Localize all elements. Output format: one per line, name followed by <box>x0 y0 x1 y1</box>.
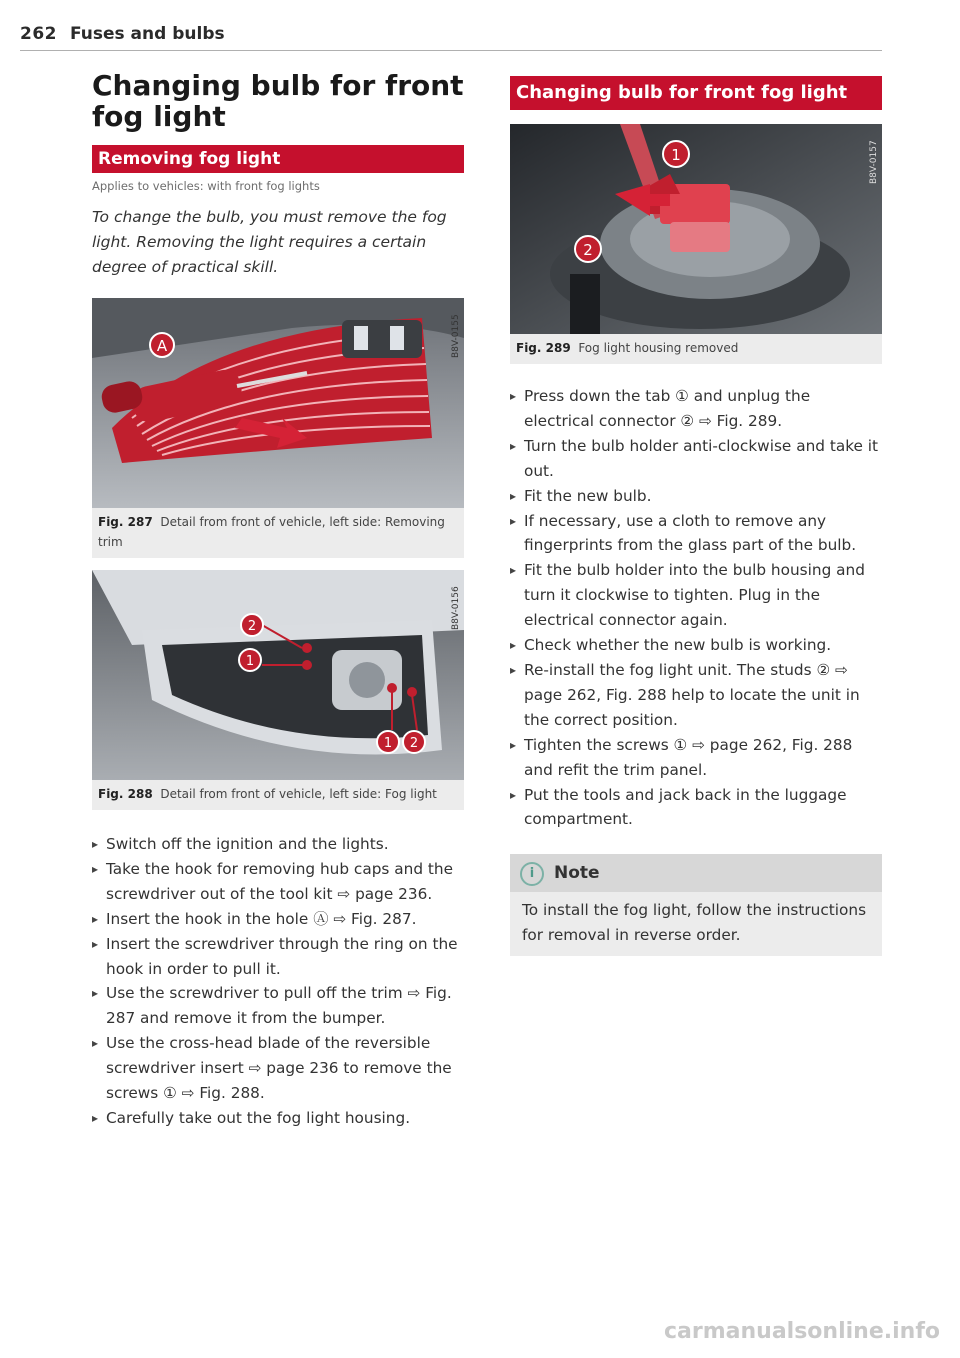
page-header <box>20 24 882 51</box>
figure-288 <box>92 570 464 810</box>
note-header <box>510 854 882 892</box>
list-item: ▸ Turn the bulb holder anti-clockwise and take it out. <box>510 434 882 484</box>
callout-2-label: 2 <box>583 241 593 259</box>
fig-287-caption <box>92 508 464 558</box>
info-icon: i <box>520 862 544 886</box>
list-item: ▸ If necessary, use a cloth to remove any fingerprints from the glass part of the bulb. <box>510 509 882 559</box>
callout-2-bottom: 2 <box>409 736 419 751</box>
fig-287-label: Fig. 287 <box>98 515 153 529</box>
left-column <box>92 70 464 1131</box>
fig-287-illustration <box>92 298 464 508</box>
fig-288-illustration <box>92 570 464 780</box>
changing-bulb-heading: Changing bulb for front fog light <box>510 76 882 110</box>
applies-to-text: Applies to vehicles: with front fog lights <box>92 179 320 193</box>
fig-289-label: Fig. 289 <box>516 341 571 355</box>
list-item: ▸ Insert the screwdriver through the ring on the hook in order to pull it. <box>92 932 464 982</box>
removal-steps <box>92 832 464 1131</box>
note-title: Note <box>554 863 600 884</box>
fig-287-code: B8V-0155 <box>451 314 461 358</box>
fig-289-caption-text: Fog light housing removed <box>578 341 739 355</box>
fig-288-caption-text: Detail from front of vehicle, left side: Fog light <box>160 787 437 801</box>
callout-2-top: 2 <box>247 619 257 634</box>
figure-289 <box>510 124 882 364</box>
list-item: ▸ Re-install the fog light unit. The studs ② ⇨ page 262, Fig. 288 help to locate the unit in the correct position. <box>510 658 882 733</box>
callout-1-top: 1 <box>245 654 255 669</box>
list-item: ▸ Check whether the new bulb is working. <box>510 633 882 658</box>
page-title <box>92 70 464 132</box>
title-line-1: Changing bulb for front <box>92 69 464 102</box>
list-item: ▸ Fit the bulb holder into the bulb housing and turn it clockwise to tighten. Plug in the electrical connector again. <box>510 558 882 633</box>
list-item: ▸ Put the tools and jack back in the luggage compartment. <box>510 783 882 833</box>
right-column <box>510 70 882 956</box>
fig-288-label: Fig. 288 <box>98 787 153 801</box>
list-item: ▸ Take the hook for removing hub caps and the screwdriver out of the tool kit ⇨ page 236. <box>92 857 464 907</box>
list-item: ▸ Carefully take out the fog light housing. <box>92 1106 464 1131</box>
intro-text: To change the bulb, you must remove the fog light. Removing the light requires a certain degree of practical skill. <box>92 208 447 276</box>
fig-288-caption <box>92 780 464 810</box>
callout-1-bottom: 1 <box>383 736 393 751</box>
list-item: ▸ Switch off the ignition and the lights. <box>92 832 464 857</box>
list-item: ▸ Use the screwdriver to pull off the trim ⇨ Fig. 287 and remove it from the bumper. <box>92 981 464 1031</box>
fig-289-illustration <box>510 124 882 334</box>
fig-289-caption <box>510 334 882 364</box>
list-item: ▸ Press down the tab ① and unplug the electrical connector ② ⇨ Fig. 289. <box>510 384 882 434</box>
callout-A-label: A <box>156 337 168 355</box>
note-box <box>510 854 882 956</box>
list-item: ▸ Tighten the screws ① ⇨ page 262, Fig. 288 and refit the trim panel. <box>510 733 882 783</box>
list-item: ▸ Fit the new bulb. <box>510 484 882 509</box>
figure-287 <box>92 298 464 558</box>
section-title: Fuses and bulbs <box>70 24 225 44</box>
list-item: ▸ Use the cross-head blade of the reversible screwdriver insert ⇨ page 236 to remove the screws ① ⇨ Fig. 288. <box>92 1031 464 1106</box>
title-line-2: fog light <box>92 100 226 133</box>
fig-287-caption-text: Detail from front of vehicle, left side: Removing trim <box>98 515 445 549</box>
watermark: carmanualsonline.info <box>664 1319 940 1344</box>
page-number: 262 <box>20 24 57 44</box>
fig-288-code: B8V-0156 <box>451 586 461 630</box>
removing-subheading: Removing fog light <box>92 145 464 173</box>
list-item: ▸ Insert the hook in the hole Ⓐ ⇨ Fig. 287. <box>92 907 464 932</box>
note-text: To install the fog light, follow the instructions for removal in reverse order. <box>522 901 867 945</box>
fig-289-code: B8V-0157 <box>869 140 879 184</box>
replacement-steps <box>510 384 882 832</box>
callout-1-label: 1 <box>671 146 681 164</box>
